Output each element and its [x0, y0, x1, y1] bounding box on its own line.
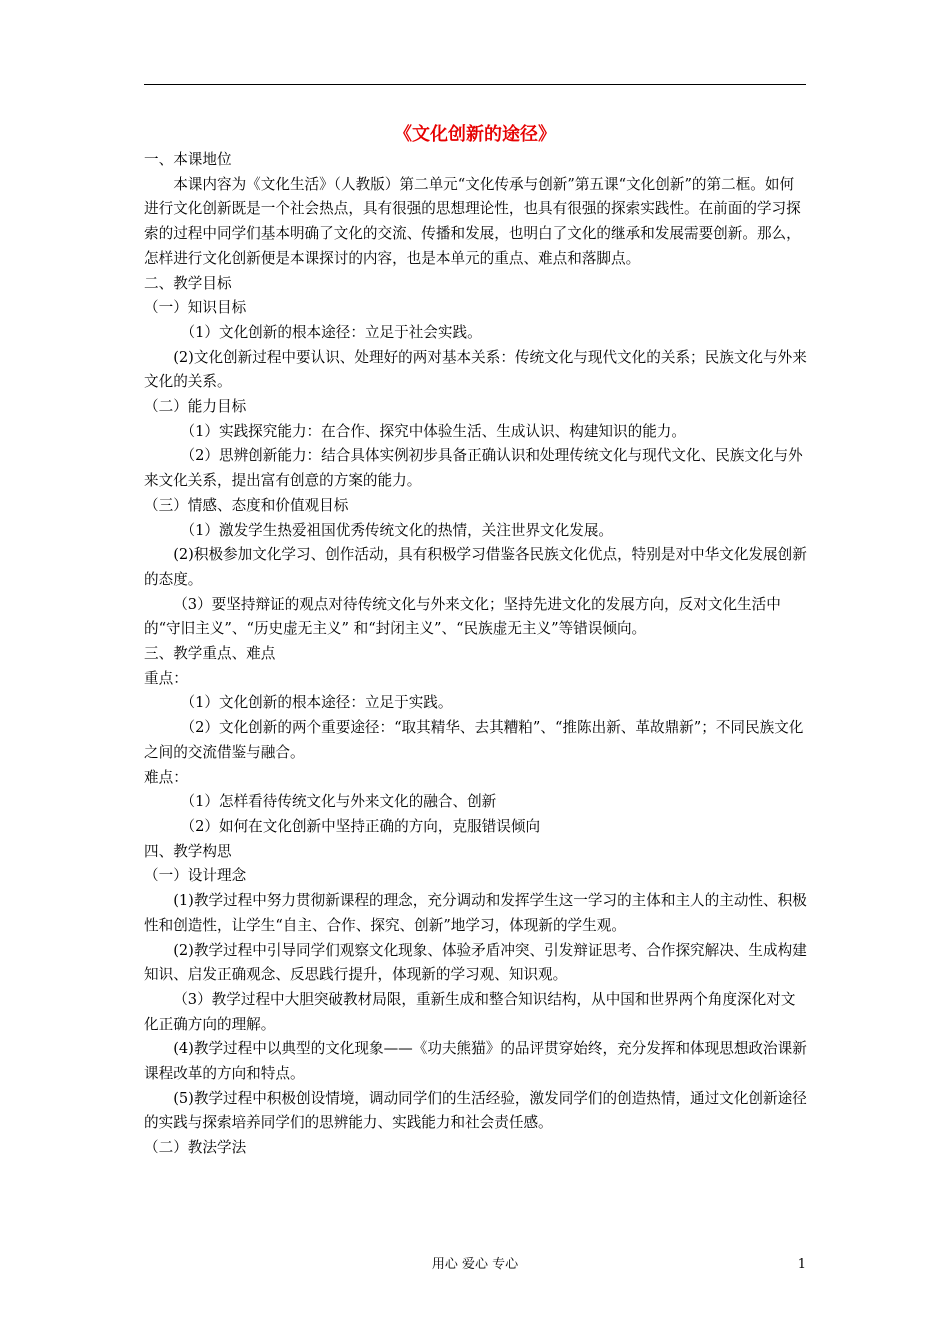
section-heading: 难点： — [144, 768, 188, 786]
paragraph: （2）文化创新的两个重要途径：“取其精华、去其糟粕”、“推陈出新、革故鼎新”；不同民族文化之间的交流借鉴与融合。 — [144, 719, 804, 761]
paragraph: (2)积极参加文化学习、创作活动，具有积极学习借鉴各民族文化优点，特别是对中华文化发展创新的态度。 — [144, 546, 807, 588]
paragraph: （3）要坚持辩证的观点对待传统文化与外来文化；坚持先进文化的发展方向，反对文化生活中的“守旧主义”、“历史虚无主义” 和“封闭主义”、“民族虚无主义”等错误倾向。 — [144, 595, 781, 638]
paragraph: （1）文化创新的根本途径：立足于实践。 — [180, 694, 453, 712]
document-body — [144, 148, 808, 1161]
paragraph: （2）思辨创新能力：结合具体实例初步具备正确认识和处理传统文化与现代文化、民族文化与外来文化关系，提出富有创意的方案的能力。 — [144, 447, 803, 490]
paragraph: (2)教学过程中引导同学们观察文化现象、体验矛盾冲突、引发辩证思考、合作探究解决、生成构建知识、启发正确观念、反思践行提升，体现新的学习观、知识观。 — [144, 941, 807, 984]
document-title: 《文化创新的途径》 — [394, 124, 556, 145]
section-heading: 二、教学目标 — [144, 274, 232, 292]
footer-motto: 用心 爱心 专心 — [431, 1257, 519, 1272]
paragraph: （3）教学过程中大胆突破教材局限，重新生成和整合知识结构，从中国和世界两个角度深化对文化正确方向的理解。 — [144, 990, 796, 1033]
paragraph: (1)教学过程中努力贯彻新课程的理念，充分调动和发挥学生这一学习的主体和主人的主动性、积极性和创造性，让学生“自主、合作、探究、创新”地学习，体现新的学生观。 — [144, 892, 807, 934]
paragraph: (4)教学过程中以典型的文化现象——《功夫熊猫》的品评贯穿始终，充分发挥和体现思想政治课新课程改革的方向和特点。 — [144, 1040, 807, 1083]
paragraph: 本课内容为《文化生活》（人教版）第二单元“文化传承与创新”第五课“文化创新”的第二框。如何进行文化创新既是一个社会热点，具有很强的思想理论性，也具有很强的探索实践性。在前面的学习探索的过程中同学们基本明确了文化的交流、传播和发展，也明白了文化的继承和发展需要创新。那么，怎样进行文化创新便是本课探讨的内容，也是本单元的重点、难点和落脚点。 — [144, 175, 801, 267]
section-heading: （二）能力目标 — [144, 398, 247, 416]
paragraph: (2)文化创新过程中要认识、处理好的两对基本关系：传统文化与现代文化的关系；民族文化与外来文化的关系。 — [144, 348, 807, 391]
paragraph: （2）如何在文化创新中坚持正确的方向，克服错误倾向 — [180, 817, 541, 835]
header-rule — [144, 84, 806, 85]
section-heading: （一）设计理念 — [144, 867, 247, 885]
paragraph: （1）文化创新的根本途径：立足于社会实践。 — [180, 323, 482, 341]
section-heading: （二）教法学法 — [144, 1139, 247, 1157]
section-heading: 一、本课地位 — [144, 151, 232, 168]
paragraph: （1）实践探究能力：在合作、探究中体验生活、生成认识、构建知识的能力。 — [180, 422, 686, 440]
paragraph: (5)教学过程中积极创设情境，调动同学们的生活经验，激发同学们的创造热情，通过文化创新途径的实践与探索培养同学们的思辨能力、实践能力和社会责任感。 — [144, 1089, 807, 1132]
section-heading: 重点： — [144, 669, 188, 687]
section-heading: （一）知识目标 — [144, 299, 247, 317]
page-number: 1 — [797, 1257, 806, 1272]
section-heading: 四、教学构思 — [144, 842, 232, 860]
section-heading: （三）情感、态度和价值观目标 — [144, 496, 349, 514]
section-heading: 三、教学重点、难点 — [144, 645, 276, 663]
paragraph: （1）激发学生热爱祖国优秀传统文化的热情，关注世界文化发展。 — [180, 521, 614, 539]
paragraph: （1）怎样看待传统文化与外来文化的融合、创新 — [180, 793, 497, 811]
